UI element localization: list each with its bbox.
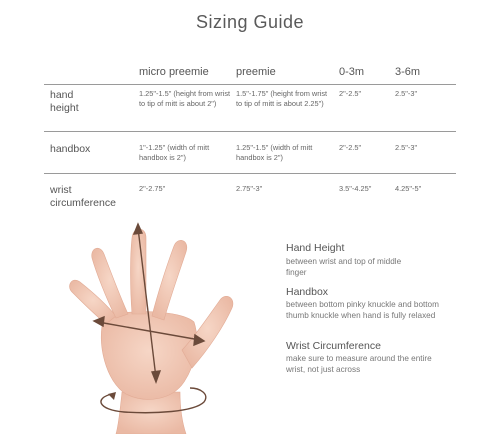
note-text: between bottom pinky knuckle and bottom thumb knuckle when hand is fully relaxed [286, 300, 439, 320]
table-cell: 2.5"-3" [395, 143, 418, 152]
note-heading-handbox: Handbox [286, 286, 329, 298]
table-cell: 1.5"-1.75" (height from wrist to tip of mitt is about 2.25") [236, 89, 328, 108]
table-rule [44, 84, 456, 85]
table-cell: 4.25"-5" [395, 184, 422, 193]
column-header-3-6m: 3-6m [395, 66, 421, 78]
row-label-handbox: handbox [50, 143, 91, 155]
note-heading-wrist-circumference: Wrist Circumference [286, 340, 381, 352]
page-title: Sizing Guide [195, 12, 305, 32]
table-cell: 2.75"-3" [236, 184, 263, 193]
table-cell: 2"-2.75" [139, 184, 166, 193]
table-rule [44, 173, 456, 174]
table-cell: 2.5"-3" [395, 89, 418, 98]
column-header-preemie: preemie [236, 66, 276, 78]
table-cell: 2"-2.5" [339, 89, 362, 98]
note-heading-hand-height: Hand Height [286, 242, 345, 254]
table-cell: 1.25"-1.5" (width of mitt handbox is 2") [236, 143, 313, 162]
table-cell: 1.25"-1.5" (height from wrist to tip of mitt is about 2") [139, 89, 231, 108]
column-header-0-3m: 0-3m [339, 66, 365, 78]
table-cell: 1"-1.25" (width of mitt handbox is 2") [139, 143, 210, 162]
table-cell: 3.5"-4.25" [339, 184, 372, 193]
column-header-micro-preemie: micro preemie [139, 66, 209, 78]
note-text: between wrist and top of middle finger [286, 257, 402, 277]
table-rule [44, 131, 456, 132]
table-cell: 2"-2.5" [339, 143, 362, 152]
note-text: make sure to measure around the entire wrist, not just across [286, 354, 432, 374]
hand-photo [54, 222, 244, 434]
row-label-hand-height: hand height [50, 89, 79, 114]
row-label-wrist-circumference: wrist circumference [50, 184, 116, 209]
